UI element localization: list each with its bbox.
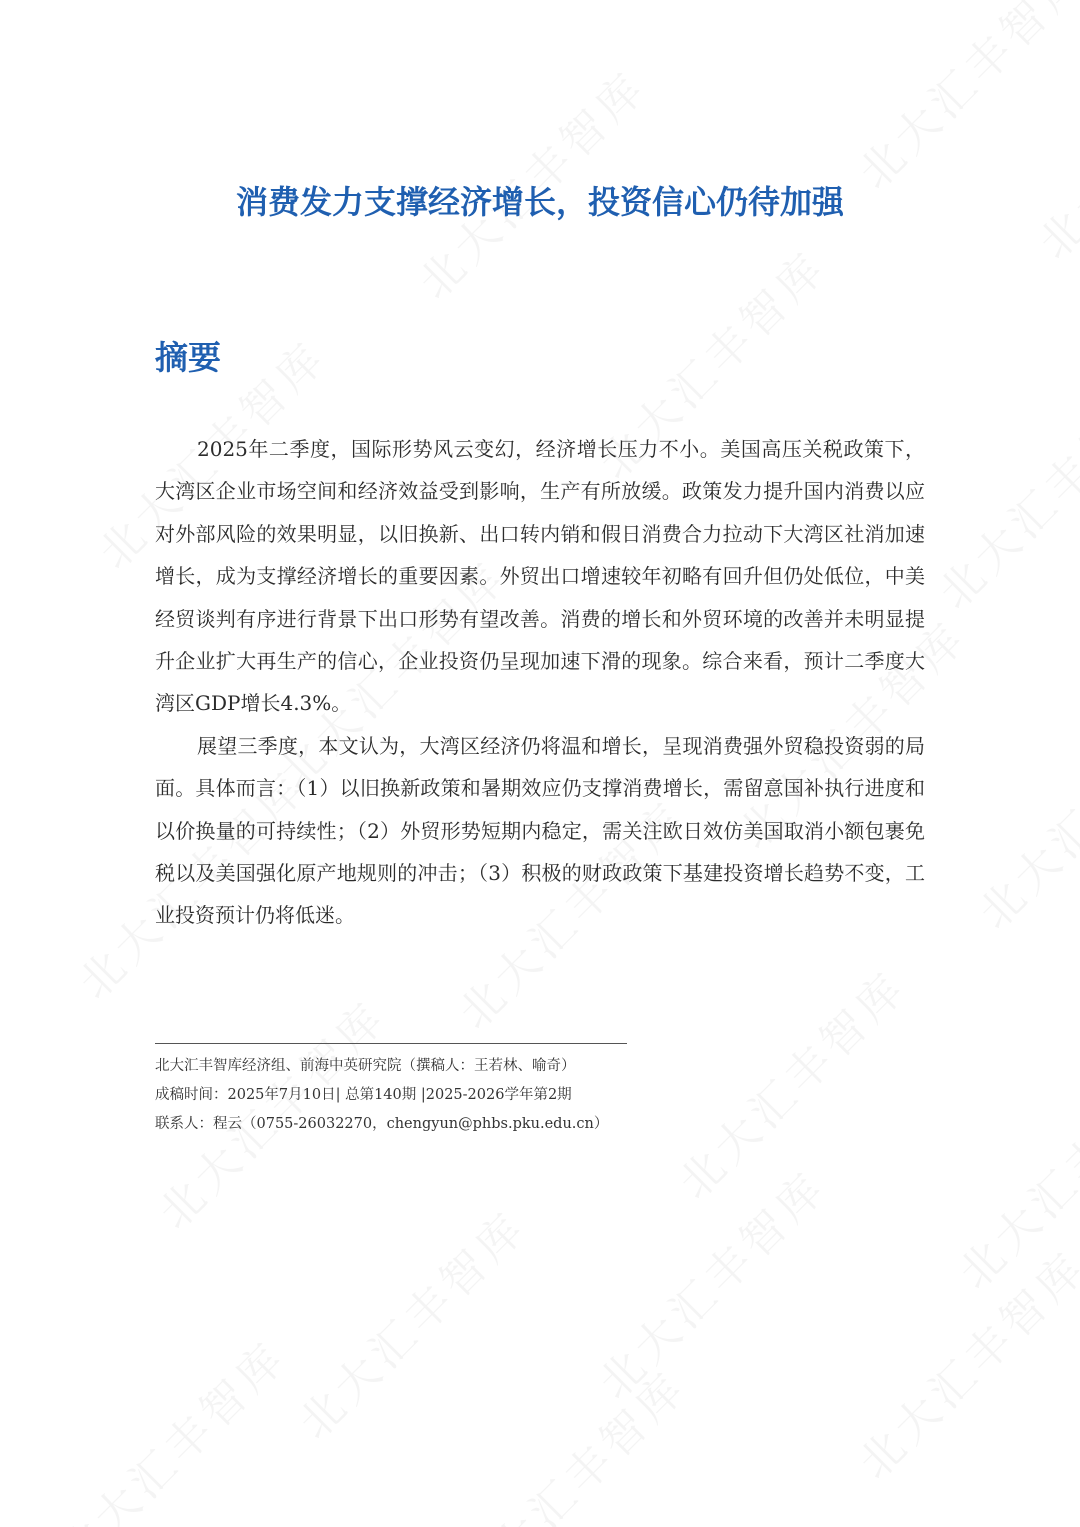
watermark-text xyxy=(281,1193,538,1450)
watermark-text xyxy=(921,363,1080,620)
watermark-text xyxy=(441,1353,698,1527)
watermark-text xyxy=(961,683,1080,940)
watermark-text xyxy=(41,1323,298,1527)
watermark-text xyxy=(581,1153,838,1410)
footnote-date-issue: 成稿时间：2025年7月10日| 总第140期 |2025-2026学年第2期 xyxy=(155,1087,572,1103)
watermark-text xyxy=(841,0,1080,201)
watermark-text xyxy=(1021,13,1080,270)
abstract-heading: 摘要 xyxy=(155,338,221,377)
footnote-authors: 北大汇丰智库经济组、前海中英研究院（撰稿人：王若林、喻奇） xyxy=(155,1058,576,1074)
footnote-divider xyxy=(155,1043,627,1044)
abstract-paragraph-1: 2025年二季度，国际形势风云变幻，经济增长压力不小。美国高压关税政策下，大湾区企业市场空间和经济效益受到影响，生产有所放缓。政策发力提升国内消费以应对外部风险的效果明显，以旧换新、出口转内销和假日消费合力拉动下大湾区社消加速增长，成为支撑经济增长的重要因素。外贸出口增速较年初略有回升但仍处低位，中美经贸谈判有序进行背景下出口形势有望改善。消费的增长和外贸环境的改善并未明显提升企业扩大再生产的信心，企业投资仍呈现加速下滑的现象。综合来看，预计二季度大湾区GDP增长4.3%。 xyxy=(155,437,925,716)
watermark-text xyxy=(941,1043,1080,1300)
watermark-text xyxy=(841,1233,1080,1490)
footnote-contact: 联系人：程云（0755-26032270，chengyun@phbs.pku.edu.cn） xyxy=(155,1116,609,1132)
footnote xyxy=(155,1052,855,1139)
document-title: 消费发力支撑经济增长，投资信心仍待加强 xyxy=(235,183,844,221)
abstract-paragraph-2: 展望三季度，本文认为，大湾区经济仍将温和增长，呈现消费强外贸稳投资弱的局面。具体而言：（1）以旧换新政策和暑期效应仍支撑消费增长，需留意国补执行进度和以价换量的可持续性；（2）外贸形势短期内稳定，需关注欧日效仿美国取消小额包裹免税以及美国强化原产地规则的冲击；（3）积极的财政政策下基建投资增长趋势不变，工业投资预计仍将低迷。 xyxy=(155,733,925,928)
abstract-body xyxy=(155,428,925,937)
